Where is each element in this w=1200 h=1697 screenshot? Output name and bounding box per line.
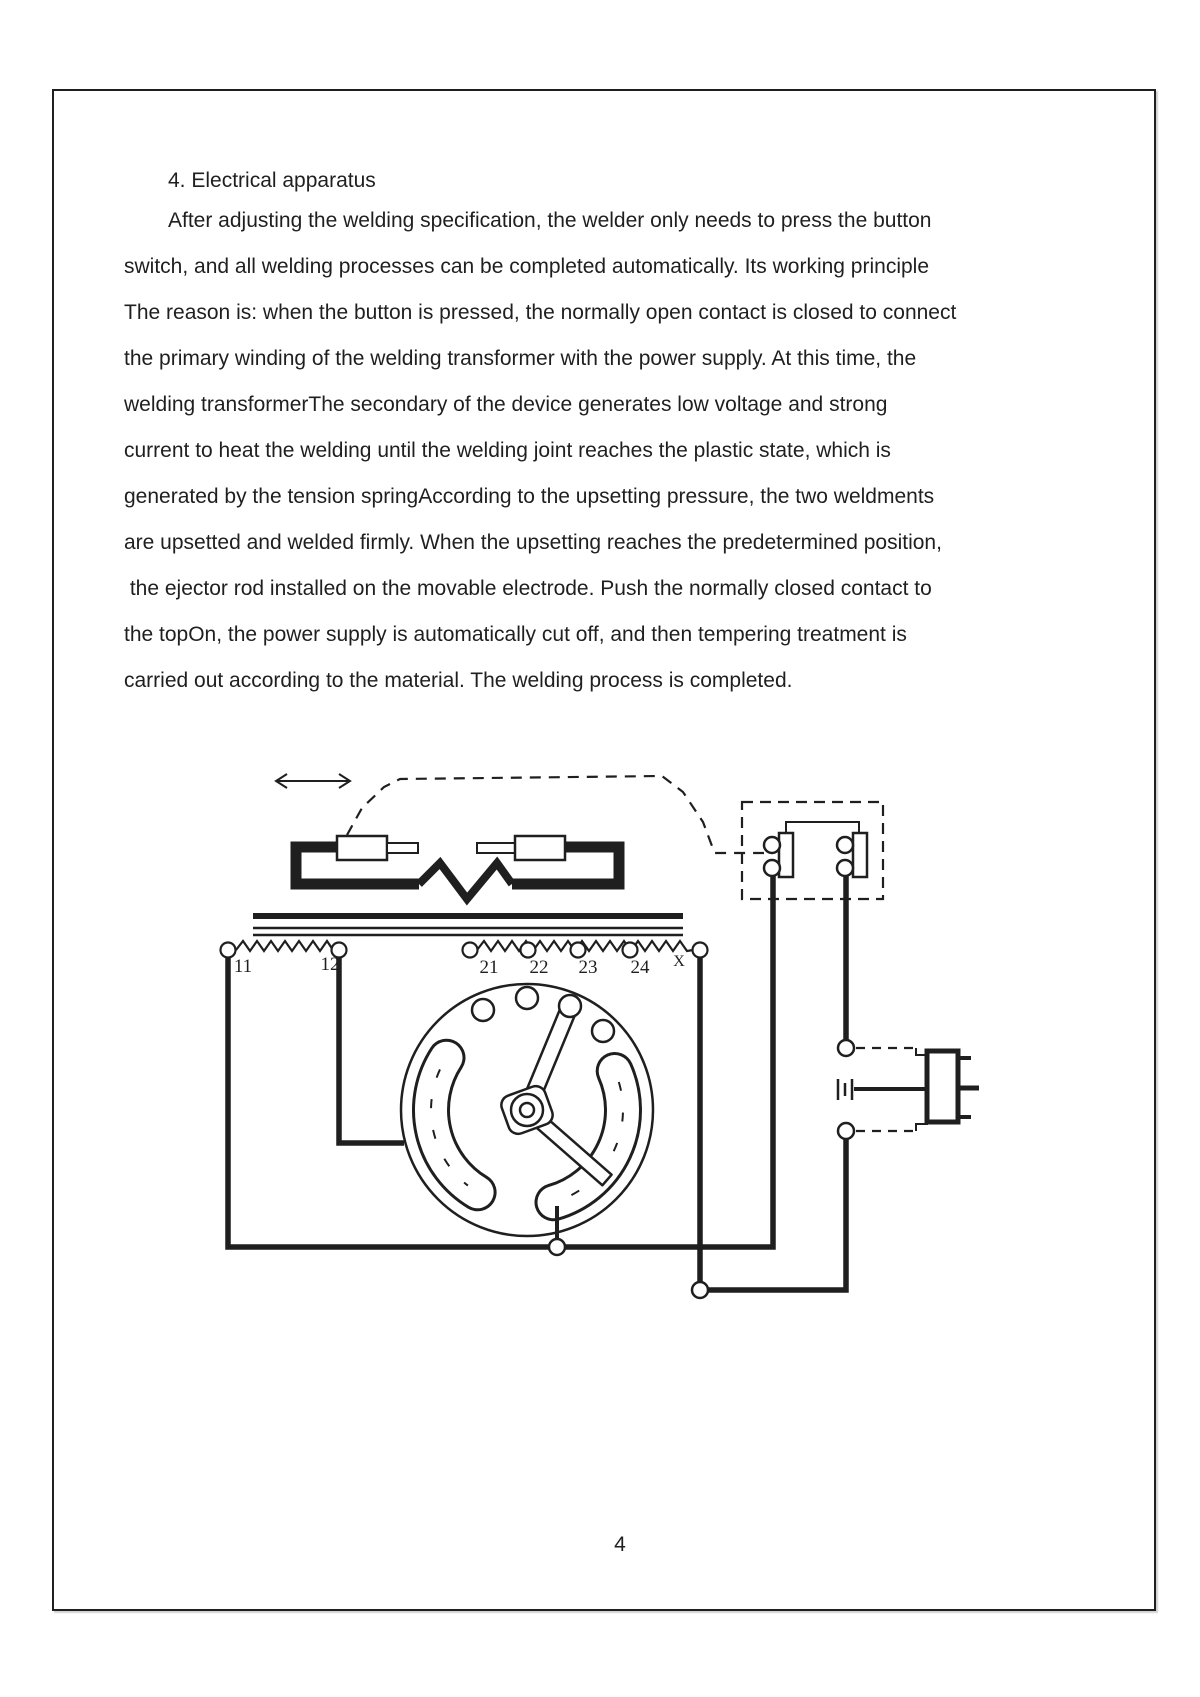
button-upper-contact bbox=[838, 1040, 854, 1056]
paragraph-line: switch, and all welding processes can be completed automatically. Its working principle bbox=[124, 255, 930, 278]
paragraph-line: current to heat the welding until the welding joint reaches the plastic state, which is bbox=[124, 439, 891, 462]
left-workpiece bbox=[337, 836, 387, 860]
electrode-assembly bbox=[296, 836, 619, 899]
terminal-label-11: 11 bbox=[233, 956, 253, 977]
relay-contact-bar-right bbox=[853, 833, 867, 877]
relay-contact-bar-left bbox=[779, 833, 793, 877]
relay-contactor bbox=[742, 802, 883, 899]
relay-contact-points bbox=[764, 837, 853, 876]
right-workpiece bbox=[515, 836, 565, 860]
button-body bbox=[927, 1051, 958, 1122]
bus-junction-terminal bbox=[549, 1239, 565, 1255]
lower-junction-terminal bbox=[692, 1282, 708, 1298]
terminal-label-12: 12 bbox=[320, 954, 340, 975]
wire-lower-link bbox=[707, 1138, 846, 1290]
rotary-tap-switch bbox=[401, 984, 708, 1298]
paragraph-line: the topOn, the power supply is automatically cut off, and then tempering treatment is bbox=[124, 623, 907, 646]
motion-arrow-icon bbox=[276, 774, 350, 788]
plug-symbol bbox=[838, 1079, 852, 1100]
transformer-core bbox=[253, 916, 683, 935]
terminal-label-X: X bbox=[673, 953, 685, 970]
button-lower-contact bbox=[838, 1123, 854, 1139]
terminal-label-24: 24 bbox=[630, 957, 650, 978]
paragraph-line: the primary winding of the welding transformer with the power supply. At this time, the bbox=[124, 347, 917, 370]
paragraph-line: generated by the tension springAccording to the upsetting pressure, the two weldments bbox=[124, 485, 935, 508]
section-heading: 4. Electrical apparatus bbox=[168, 169, 376, 192]
left-workpiece-tip bbox=[387, 843, 418, 853]
button-switch bbox=[838, 1040, 979, 1139]
paragraph-line: The reason is: when the button is pressed, the normally open contact is closed to connect bbox=[124, 301, 957, 324]
wire-terminal12-to-switch bbox=[339, 955, 404, 1143]
paragraph-line: carried out according to the material. The welding process is completed. bbox=[124, 669, 793, 692]
paragraph-line: the ejector rod installed on the movable electrode. Push the normally closed contact to bbox=[124, 577, 932, 600]
paragraph-line: After adjusting the welding specification, the welder only needs to press the button bbox=[168, 209, 932, 232]
terminal-label-22: 22 bbox=[529, 957, 549, 978]
terminal-label-23: 23 bbox=[578, 957, 598, 978]
relay-top-link bbox=[786, 822, 859, 835]
button-lower-step bbox=[916, 1124, 928, 1131]
page-number: 4 bbox=[614, 1533, 626, 1556]
winding-left-section bbox=[236, 941, 333, 951]
hub-inner bbox=[520, 1103, 534, 1117]
right-workpiece-tip bbox=[477, 843, 515, 853]
primary-winding bbox=[221, 941, 708, 978]
paragraph-line: are upsetted and welded firmly. When the upsetting reaches the predetermined position, bbox=[124, 531, 942, 554]
paragraph-line: welding transformerThe secondary of the device generates low voltage and strong bbox=[124, 393, 888, 416]
terminal-label-21: 21 bbox=[479, 957, 499, 978]
weld-joint-zigzag bbox=[419, 863, 512, 899]
